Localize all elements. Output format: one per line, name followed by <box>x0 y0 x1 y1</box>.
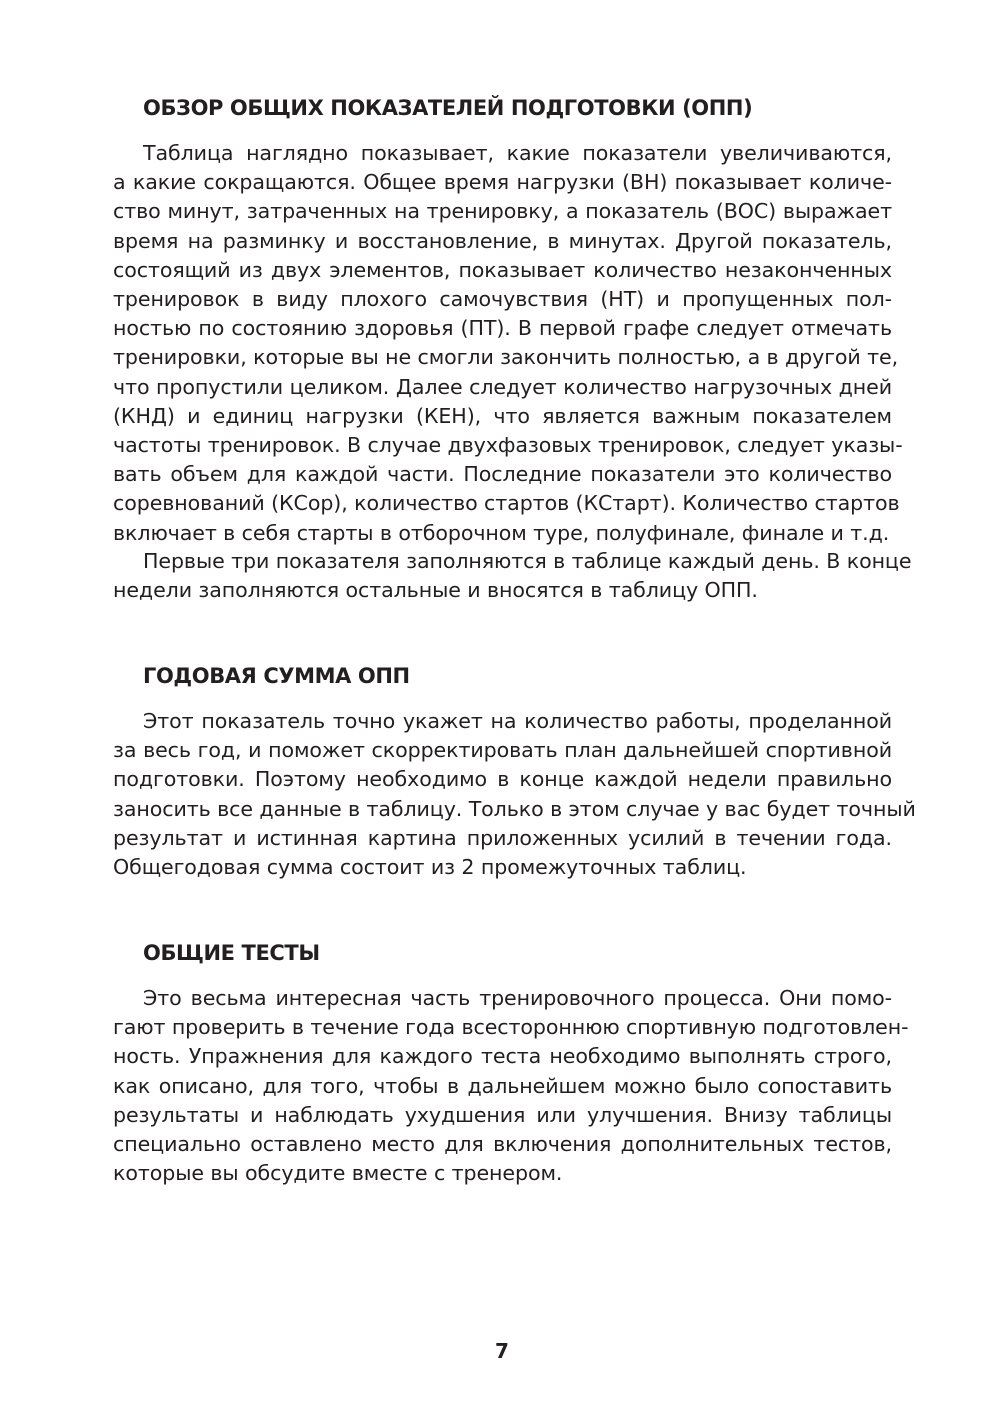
text-line: время на разминку и восстановление, в минутах. Другой показатель, <box>113 228 892 253</box>
text-line: частоты тренировок. В случае двухфазовых тренировок, следует указы- <box>113 433 903 458</box>
text-line: Это весьма интересная часть тренировочного процесса. Они помо- <box>143 986 892 1010</box>
text-line: Этот показатель точно укажет на количество работы, проделанной <box>143 709 892 733</box>
text-line: тренировки, которые вы не смогли закончить полностью, а в другой те, <box>113 345 899 370</box>
text-line: Таблица наглядно показывает, какие показатели увеличиваются, <box>143 141 892 165</box>
text-line: вать объем для каждой части. Последние показатели это количество <box>113 462 892 487</box>
text-line: Общегодовая сумма состоит из 2 промежуточных таблиц. <box>113 855 747 880</box>
section-heading-annual-sum: ГОДОВАЯ СУММА ОПП <box>143 664 410 688</box>
text-line: гают проверить в течение года всестороннюю спортивную подготовлен- <box>113 1015 909 1040</box>
text-line: тренировок в виду плохого самочувствия (НТ) и пропущенных пол- <box>113 287 892 312</box>
paragraph-general-tests <box>113 984 909 1188</box>
text-line: (КНД) и единиц нагрузки (КЕН), что является важным показателем <box>113 403 892 428</box>
text-line: заносить все данные в таблицу. Только в этом случае у вас будет точный <box>113 796 916 821</box>
text-line: состоящий из двух элементов, показывает количество незаконченных <box>113 257 892 282</box>
text-line: ностью по состоянию здоровья (ПТ). В первой графе следует отмечать <box>113 316 892 341</box>
paragraph-annual-sum <box>113 707 916 882</box>
paragraph-opp-fill-order <box>113 547 912 605</box>
text-line: которые вы обсудите вместе с тренером. <box>113 1161 563 1186</box>
text-line: результат и истинная картина приложенных усилий в течении года. <box>113 825 892 850</box>
text-line: специально оставлено место для включения дополнительных тестов, <box>113 1132 892 1157</box>
text-line: что пропустили целиком. Далее следует количество нагрузочных дней <box>113 374 892 399</box>
section-heading-general-tests: ОБЩИЕ ТЕСТЫ <box>143 941 320 965</box>
text-line: Первые три показателя заполняются в таблице каждый день. В конце <box>143 549 912 573</box>
text-line: соревнований (КСор), количество стартов (КСтарт). Количество стартов <box>113 491 900 516</box>
text-line: за весь год, и поможет скорректировать план дальнейшей спортивной <box>113 738 892 763</box>
text-line: а какие сокращаются. Общее время нагрузки (ВН) показывает количе- <box>113 170 892 195</box>
text-line: ность. Упражнения для каждого теста необходимо выполнять строго, <box>113 1044 892 1069</box>
text-line: подготовки. Поэтому необходимо в конце каждой недели правильно <box>113 767 892 792</box>
text-line: недели заполняются остальные и вносятся в таблицу ОПП. <box>113 578 758 603</box>
text-line: ство минут, затраченных на тренировку, а показатель (ВОС) выражает <box>113 199 892 224</box>
text-line: результаты и наблюдать ухудшения или улучшения. Внизу таблицы <box>113 1102 892 1127</box>
section-heading-opp-overview: ОБЗОР ОБЩИХ ПОКАЗАТЕЛЕЙ ПОДГОТОВКИ (ОПП) <box>143 96 753 120</box>
text-line: включает в себя старты в отборочном туре, полуфинале, финале и т.д. <box>113 520 890 545</box>
text-line: как описано, для того, чтобы в дальнейшем можно было сопоставить <box>113 1073 892 1098</box>
paragraph-opp-overview <box>113 139 903 548</box>
page-number: 7 <box>495 1339 509 1363</box>
